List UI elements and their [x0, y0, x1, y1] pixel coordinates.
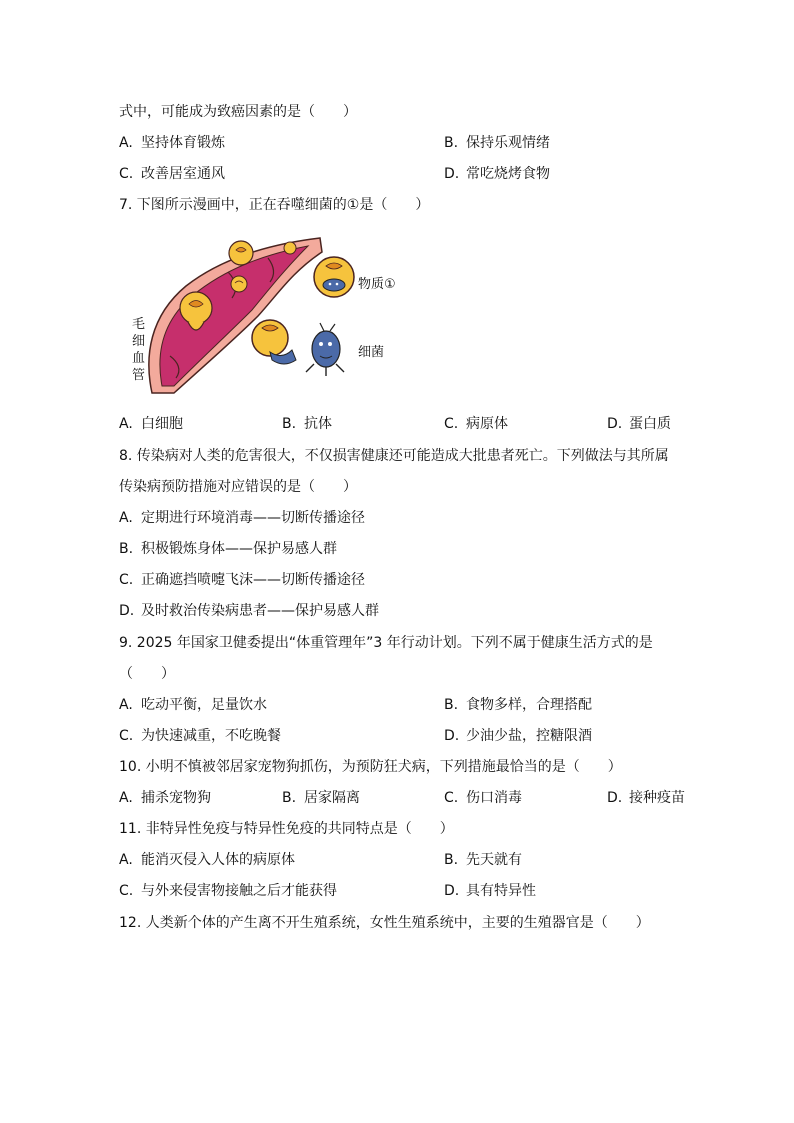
q8-option-c-label: C.: [119, 572, 134, 588]
white-blood-cell-chasing: [252, 320, 296, 364]
q7-option-d-text: 蛋白质: [629, 416, 671, 432]
q10-option-a-label: A.: [119, 790, 133, 806]
q6-option-b[interactable]: [444, 133, 550, 153]
q9-option-b-label: B.: [444, 697, 459, 713]
q9-option-c-label: C.: [119, 728, 134, 744]
q10-option-d-text: 接种疫苗: [629, 790, 685, 806]
substance-1-label: 物质①: [358, 277, 396, 292]
bacteria-icon: [306, 323, 344, 376]
q9-option-c[interactable]: [119, 726, 281, 746]
q7-option-a-label: A.: [119, 416, 133, 432]
q11-option-b-text: 先天就有: [466, 852, 522, 868]
q9-option-b-text: 食物多样，合理搭配: [466, 697, 592, 713]
q11-option-a-label: A.: [119, 852, 133, 868]
q7-option-d-label: D.: [607, 416, 623, 432]
q8-stem-line2: 传染病预防措施对应错误的是（ ）: [119, 479, 357, 495]
q8-option-b-text: 积极锻炼身体——保护易感人群: [141, 541, 337, 557]
q9-stem-line2: （ ）: [119, 666, 175, 682]
q6-option-a-label: A.: [119, 135, 133, 151]
q8-option-b-label: B.: [119, 541, 134, 557]
bacteria-label: 细菌: [358, 345, 385, 360]
q8-option-a-label: A.: [119, 510, 133, 526]
q10-option-d-label: D.: [607, 790, 623, 806]
q11-option-a-text: 能消灭侵入人体的病原体: [141, 852, 295, 868]
vessel-label-char: 管: [132, 368, 146, 383]
q6-option-c-label: C.: [119, 166, 134, 182]
q8-option-c-text: 正确遮挡喷嚏飞沫——切断传播途径: [141, 572, 365, 588]
vessel-label-char: 血: [132, 351, 146, 366]
q11-option-b[interactable]: [444, 850, 522, 870]
q7-cartoon-figure: [130, 228, 410, 400]
q6-option-b-text: 保持乐观情绪: [466, 135, 550, 151]
q9-option-a[interactable]: [119, 695, 267, 715]
vessel-label-char: 细: [132, 334, 146, 349]
q10-stem: 10. 小明不慎被邻居家宠物狗抓伤，为预防狂犬病，下列措施最恰当的是（ ）: [119, 759, 622, 775]
q11-option-d[interactable]: [444, 881, 536, 901]
q7-option-c-label: C.: [444, 416, 459, 432]
q9-option-d-text: 少油少盐，控糖限酒: [466, 728, 592, 744]
q11-option-b-label: B.: [444, 852, 459, 868]
q11-option-c[interactable]: [119, 881, 337, 901]
q10-option-c[interactable]: [444, 788, 522, 808]
q7-option-b-label: B.: [282, 416, 297, 432]
q6-stem: 式中，可能成为致癌因素的是（ ）: [119, 104, 357, 120]
q11-stem: 11. 非特异性免疫与特异性免疫的共同特点是（ ）: [119, 821, 454, 837]
q11-option-d-text: 具有特异性: [466, 883, 536, 899]
q8-option-b[interactable]: [119, 539, 337, 559]
q7-stem: 7. 下图所示漫画中，正在吞噬细菌的①是（ ）: [119, 197, 430, 213]
q11-option-a[interactable]: [119, 850, 295, 870]
q10-option-b-text: 居家隔离: [304, 790, 360, 806]
q11-option-d-label: D.: [444, 883, 460, 899]
q8-stem-line1: 8. 传染病对人类的危害很大，不仅损害健康还可能造成大批患者死亡。下列做法与其所属: [119, 448, 669, 464]
q12-stem: 12. 人类新个体的产生离不开生殖系统，女性生殖系统中，主要的生殖器官是（ ）: [119, 915, 650, 931]
q7-option-b-text: 抗体: [304, 416, 332, 432]
q8-option-a-text: 定期进行环境消毒——切断传播途径: [141, 510, 365, 526]
white-blood-cell-in-vessel: [231, 276, 247, 292]
q7-option-a-text: 白细胞: [141, 416, 183, 432]
q6-option-d-label: D.: [444, 166, 460, 182]
vessel-label-char: 毛: [132, 317, 146, 332]
q10-option-b-label: B.: [282, 790, 297, 806]
white-blood-cell-in-vessel: [229, 241, 253, 265]
q7-option-c-text: 病原体: [466, 416, 508, 432]
q10-option-b[interactable]: [282, 788, 360, 808]
q9-option-d[interactable]: [444, 726, 592, 746]
q6-option-c[interactable]: [119, 164, 225, 184]
q9-option-a-label: A.: [119, 697, 133, 713]
q6-option-a[interactable]: [119, 133, 225, 153]
q9-option-b[interactable]: [444, 695, 592, 715]
q8-option-c[interactable]: [119, 570, 365, 590]
q8-option-a[interactable]: [119, 508, 365, 528]
q6-option-a-text: 坚持体育锻炼: [141, 135, 225, 151]
q11-option-c-label: C.: [119, 883, 134, 899]
q6-option-d[interactable]: [444, 164, 550, 184]
q7-option-c[interactable]: [444, 414, 508, 434]
q9-option-d-label: D.: [444, 728, 460, 744]
q9-option-c-text: 为快速减重，不吃晚餐: [141, 728, 281, 744]
q9-option-a-text: 吃动平衡，足量饮水: [141, 697, 267, 713]
q10-option-c-text: 伤口消毒: [466, 790, 522, 806]
q10-option-a-text: 捕杀宠物狗: [141, 790, 211, 806]
q8-option-d-text: 及时救治传染病患者——保护易感人群: [141, 603, 379, 619]
q10-option-d[interactable]: [607, 788, 685, 808]
q8-option-d-label: D.: [119, 603, 135, 619]
q7-option-a[interactable]: [119, 414, 183, 434]
q10-option-c-label: C.: [444, 790, 459, 806]
q7-option-d[interactable]: [607, 414, 671, 434]
q6-option-d-text: 常吃烧烤食物: [466, 166, 550, 182]
white-blood-cell-in-vessel: [284, 242, 296, 254]
q9-stem-line1: 9. 2025 年国家卫健委提出“体重管理年”3 年行动计划。下列不属于健康生活方式的是: [119, 635, 653, 651]
q8-option-d[interactable]: [119, 601, 379, 621]
q11-option-c-text: 与外来侵害物接触之后才能获得: [141, 883, 337, 899]
q10-option-a[interactable]: [119, 788, 211, 808]
q6-option-b-label: B.: [444, 135, 459, 151]
q6-option-c-text: 改善居室通风: [141, 166, 225, 182]
substance-1-engulfing-bacteria: [314, 257, 354, 297]
q7-option-b[interactable]: [282, 414, 332, 434]
